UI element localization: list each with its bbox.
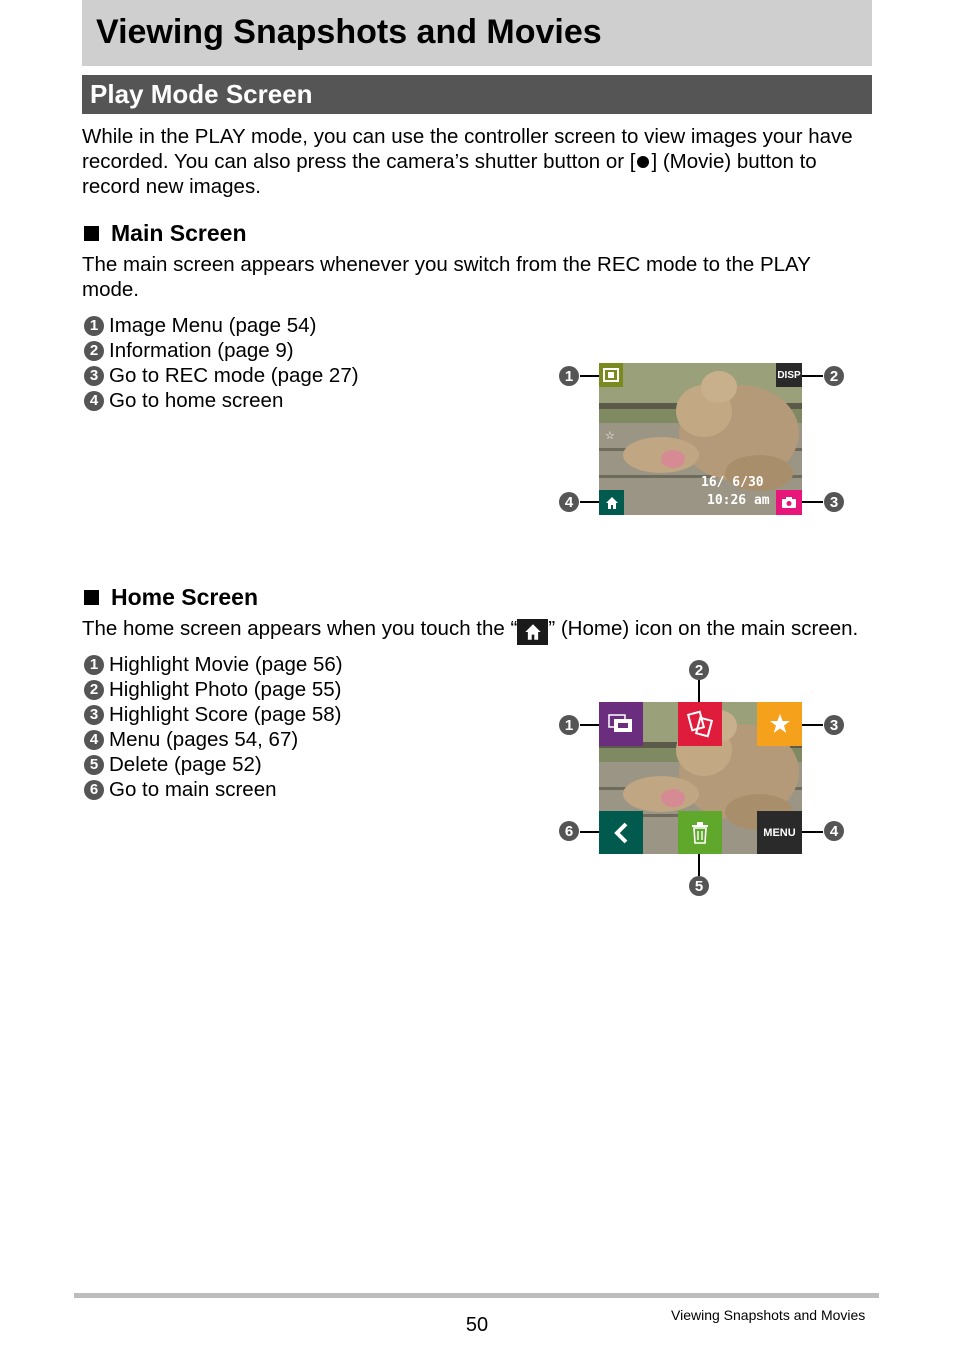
page-title: Viewing Snapshots and Movies (96, 13, 602, 51)
callout-2: 2 (824, 366, 844, 386)
number-badge: 1 (84, 655, 104, 675)
main-screen-list (84, 313, 359, 413)
list-item-label: Go to REC mode (page 27) (109, 364, 359, 387)
callout-1: 1 (559, 715, 579, 735)
highlight-score-tile[interactable] (757, 702, 802, 746)
list-item (84, 388, 359, 413)
footer-divider (74, 1293, 879, 1298)
page-number: 50 (465, 1314, 489, 1336)
back-tile[interactable] (599, 811, 643, 854)
photos-icon (687, 710, 713, 738)
image-menu-tile[interactable] (599, 363, 623, 387)
list-item-label: Highlight Score (page 58) (109, 703, 342, 726)
leader-line (802, 831, 823, 833)
back-arrow-icon (612, 822, 630, 844)
callout-3: 3 (824, 715, 844, 735)
home-screen-description (82, 616, 882, 645)
list-item (84, 313, 359, 338)
list-item-label: Highlight Photo (page 55) (109, 678, 342, 701)
list-item (84, 338, 359, 363)
protect-icon: ☆ (605, 430, 615, 442)
callout-4: 4 (824, 821, 844, 841)
home-desc-text-1: The home screen appears when you touch the “ (82, 617, 518, 640)
home-icon-inline (517, 619, 548, 645)
number-badge: 3 (84, 366, 104, 386)
leader-line (802, 501, 823, 503)
home-screen-list (84, 652, 343, 802)
callout-3: 3 (824, 492, 844, 512)
main-screen-heading (84, 220, 247, 247)
list-item (84, 677, 343, 702)
list-item (84, 702, 343, 727)
main-screen-figure (599, 363, 802, 515)
image-menu-icon (603, 368, 619, 382)
home-screen-figure (599, 702, 802, 854)
highlight-movie-tile[interactable] (599, 702, 643, 746)
list-item-label: Delete (page 52) (109, 753, 262, 776)
footer-chapter-title: Viewing Snapshots and Movies (671, 1307, 866, 1323)
rec-mode-tile[interactable] (776, 490, 802, 515)
leader-line (580, 724, 599, 726)
callout-5: 5 (689, 876, 709, 896)
section-title: Play Mode Screen (90, 79, 313, 109)
camera-icon (781, 496, 797, 509)
number-badge: 4 (84, 391, 104, 411)
callout-6: 6 (559, 821, 579, 841)
star-icon (769, 713, 791, 735)
number-badge: 2 (84, 341, 104, 361)
movie-frames-icon (608, 714, 634, 734)
intro-paragraph (82, 124, 872, 199)
leader-line (698, 680, 700, 702)
number-badge: 4 (84, 730, 104, 750)
movie-record-icon (637, 156, 649, 168)
number-badge: 2 (84, 680, 104, 700)
number-badge: 6 (84, 780, 104, 800)
intro-text-2: ] (Movie) button to record new images. (82, 150, 817, 198)
delete-tile[interactable] (678, 811, 722, 854)
list-item (84, 727, 343, 752)
monkey-photo (599, 363, 802, 515)
number-badge: 3 (84, 705, 104, 725)
home-desc-text-2: ” (Home) icon on the main screen. (548, 617, 859, 640)
leader-line (698, 854, 700, 876)
list-item-label: Highlight Movie (page 56) (109, 653, 343, 676)
list-item-label: Go to home screen (109, 389, 284, 412)
bullet-square-icon (84, 226, 99, 241)
leader-line (802, 724, 823, 726)
intro-text-1: While in the PLAY mode, you can use the controller screen to view images your have recorded. You can also press the camera’s shutter button or [ (82, 125, 853, 173)
main-screen-heading-text: Main Screen (111, 220, 247, 246)
info-disp-button[interactable]: DISP (776, 363, 802, 387)
list-item-label: Menu (pages 54, 67) (109, 728, 299, 751)
list-item (84, 363, 359, 388)
callout-4: 4 (559, 492, 579, 512)
leader-line (580, 501, 599, 503)
callout-2: 2 (689, 660, 709, 680)
home-tile[interactable] (599, 490, 624, 515)
leader-line (580, 831, 599, 833)
main-screen-description: The main screen appears whenever you switch from the REC mode to the PLAY mode. (82, 253, 811, 301)
list-item (84, 652, 343, 677)
list-item (84, 777, 343, 802)
bullet-square-icon (84, 590, 99, 605)
callout-1: 1 (559, 366, 579, 386)
list-item-label: Go to main screen (109, 778, 277, 801)
home-icon (605, 496, 619, 510)
home-screen-heading-text: Home Screen (111, 584, 259, 610)
date-display: 16/ 6/30 (701, 475, 764, 490)
leader-line (802, 375, 823, 377)
number-badge: 1 (84, 316, 104, 336)
list-item (84, 752, 343, 777)
list-item-label: Information (page 9) (109, 339, 294, 362)
list-item-label: Image Menu (page 54) (109, 314, 317, 337)
time-display: 10:26 am (707, 493, 770, 508)
number-badge: 5 (84, 755, 104, 775)
highlight-photo-tile[interactable] (678, 702, 722, 746)
leader-line (580, 375, 599, 377)
trash-icon (691, 822, 709, 844)
home-screen-heading (84, 584, 258, 611)
menu-tile[interactable]: MENU (757, 811, 802, 854)
